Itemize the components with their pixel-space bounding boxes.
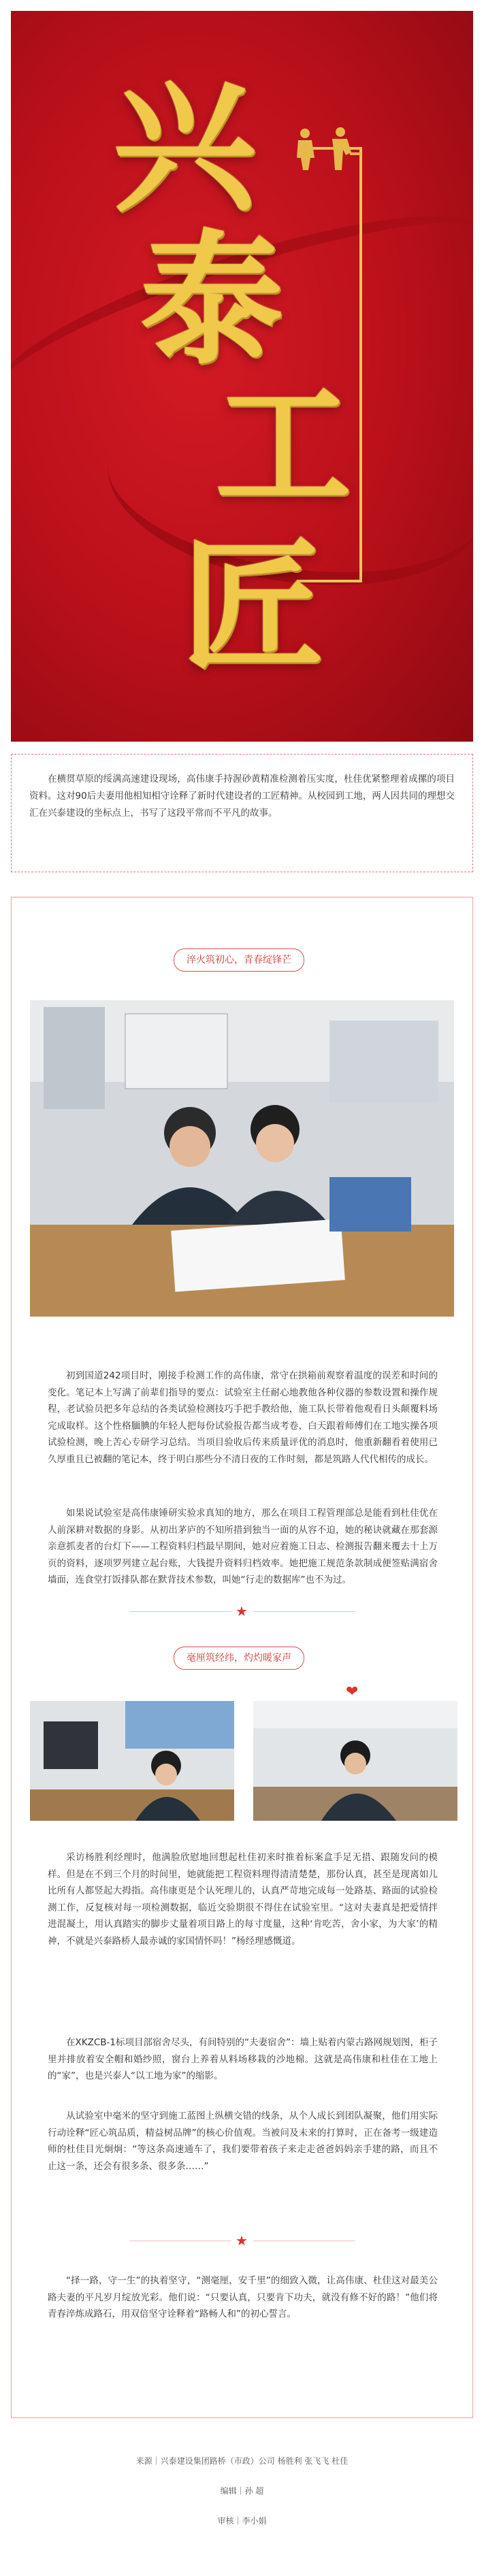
section1-para2: 如果说试验室是高伟康锤研实验求真知的地方，那么在项目工程管理部总是能看到杜佳优在人前深耕对数据的身影。从初出茅庐的不知所措到独当一面的从容不迫，她的秘诀就藏在那套源亲意抓麦者的台灯下——工程资料归档最早期间，她对应着施工日志、检测报告翻来覆去十上万页的资料，逐项罗列建立起台账，大钱提升资料归档效率。她把施工规范条款制成便签贴满宿舍墙面，连食堂打饭排队都在默背技术参数，叫她“行走的数据库”也不为过。: [48, 1508, 438, 1585]
footer-reviewer: 审核｜李小娟: [217, 2516, 267, 2526]
hero-char-gong: 工: [215, 366, 352, 526]
heart-icon: ❤: [346, 1683, 359, 1700]
gold-frame-right: [359, 147, 362, 582]
section2-para1: 采访杨胜利经理时，他满脸欣慰地回想起杜佳初来时推着标案盒手足无措、跟随发问的模样。但是在不到三个月的时间里，她就能把工程资料理得清清楚楚，那份认真，甚至是现离如儿比所有人都竖起大拇指。高伟康更是个认死理儿的，认真严苛地完成每一处路基、路面的试验检测工作，反复核对每一项检测数据，临近交验期很不得住在试验室里。“这对夫妻真是把爱情拌进混凝土，用认真踏实的脚步丈量着项目路上的每寸度量，这种‘肯吃苦，舍小家，为大家’的精神，不就是兴泰路桥人最赤诚的家国情怀吗！”杨经理感慨道。: [48, 1852, 438, 1947]
hero-char-jiang: 匠: [181, 522, 325, 690]
footer-source: 来源｜兴泰建设集团路桥（市政）公司 杨胜利 张飞飞 杜佳: [135, 2456, 349, 2466]
hero-char-xing: 兴: [113, 63, 257, 231]
divider-line-right: [253, 1611, 355, 1612]
section1-heading: 淬火筑初心，青春绽锋芒: [174, 948, 304, 972]
photo-couple-reviewing-documents: [30, 1000, 454, 1317]
section2-para3: 从试验室中毫米的坚守到施工蓝图上纵横交错的线条，从个人成长到团队凝聚，他们用实际行动诠释“匠心筑品质，精益树品牌”的核心价值观。当被问及未来的打算时，正在备考一级建造师的杜佳目光炯炯：“等这条高速通车了，我们要带着孩子来走走爸爸妈妈亲手建的路，而且不止这一条，还会有很多条、很多条……”: [48, 2111, 438, 2172]
intro-box: [11, 754, 473, 872]
section1-para1: 初到国道242项目时，刚接手检测工作的高伟康，常守在拱箱前观察着温度的误差和时间的变化。笔记本上写满了前辈们指导的要点：试验室主任耐心地教他各种仪器的参数设置和操作规程，老试验员把多年总结的各类试验检测技巧手把手教给他，施工队长带着他观看日头颠覆料场完成取样。这个性格腼腆的年轻人把每份试验报告都当成考卷，白天跟着师傅们在工地实操各项试验检测，晚上苦心专研学习总结。当项目验收后传来质量评优的消息时，他重新翻看着使用已久厚重且已被翻的笔记本，终于明白那些分不清日夜的工作时刻，都是筑路人代代相传的成长。: [48, 1370, 438, 1465]
section2-heading: 毫厘筑经纬，灼灼暖家声: [174, 1647, 304, 1670]
section2-para2: 在XKZCB-1标项目部宿舍尽头，有间特别的“夫妻宿舍”：墙上贴着内蒙古路网规划图，柜子里并排放着安全帽和婚纱照，窗台上养着从料场移栽的沙地棉。这就是高伟康和杜佳在工地上的“家”，也是兴泰人“以工地为家”的缩影。: [48, 2037, 438, 2081]
footer-editor: 编辑｜孙 超: [220, 2486, 264, 2496]
workers-silhouette-icon: [290, 125, 365, 173]
hero-char-tai: 泰: [140, 216, 284, 384]
intro-text: 在横贯草原的绥满高速建设现场，高伟康手持渥砂黄精准检测着压实度，杜佳优紧整理着成摞的项目资料。这对90后夫妻用他相知相守诠释了新时代建设者的工匠精神。从校园到工地，两人因共同的理想交汇在兴泰建设的坐标点上，书写了这段平常而不平凡的故事。: [29, 774, 455, 819]
photo-husband-at-desk: [253, 1701, 457, 1821]
photo-wife-at-computer: [30, 1701, 234, 1821]
divider-star-icon-2: ★: [236, 2232, 248, 2249]
hero-poster: [11, 11, 473, 742]
closing-paragraph: “择一路，守一生”的执着坚守，“测毫厘，安千里”的细致入微，让高伟康、杜佳这对最美公路夫妻的平凡岁月绽放光彩。他们说：“只要认真，只要肯下功夫，就没有修不好的路！”他们将青春淬炼成路石，用双倍坚守诠释着“路畅人和”的初心誓言。: [48, 2275, 438, 2319]
divider-line-left: [129, 1611, 231, 1612]
divider-star-icon: ★: [236, 1603, 248, 1619]
